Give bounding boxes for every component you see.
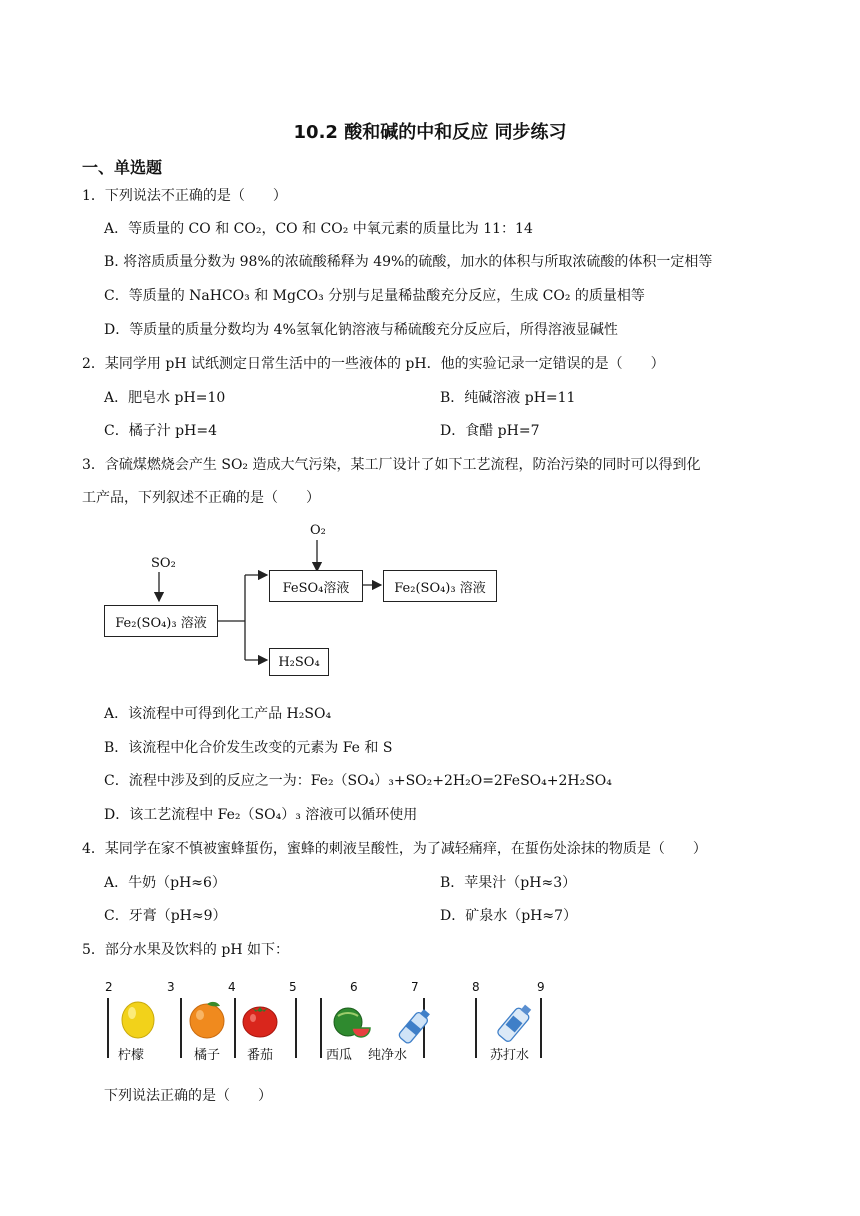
question-2-option-b: B．纯碱溶液 pH=11 [440,390,576,406]
feso4-box: FeSO₄溶液 [269,570,363,602]
o2-label: O₂ [310,523,326,538]
section-heading: 一、单选题 [82,158,163,177]
question-4-option-d: D．矿泉水（pH≈7） [440,908,578,924]
question-3-option-d: D．该工艺流程中 Fe₂（SO₄）₃ 溶液可以循环使用 [104,807,418,823]
question-3-stem-line1: 3．含硫煤燃烧会产生 SO₂ 造成大气污染，某工厂设计了如下工艺流程，防治污染的同时可以得到化 [82,457,701,473]
ph-line-2 [107,998,109,1058]
h2so4-box: H₂SO₄ [269,648,329,676]
page-title: 10.2 酸和碱的中和反应 同步练习 [293,122,567,143]
question-1-stem: 1．下列说法不正确的是（ ） [82,188,287,204]
question-3-option-b: B．该流程中化合价发生改变的元素为 Fe 和 S [104,740,393,756]
ph-tick-5: 5 [289,980,297,994]
ph-tick-8: 8 [472,980,480,994]
question-4-stem: 4．某同学在家不慎被蜜蜂蜇伤，蜜蜂的刺液呈酸性，为了减轻痛痒，在蜇伤处涂抹的物质是（ ） [82,841,707,857]
ph-line-9 [540,998,542,1058]
soda-bottle-icon [492,1000,536,1048]
question-4-option-a: A．牛奶（pH≈6） [104,875,226,891]
question-3-stem-line2: 工产品，下列叙述不正确的是（ ） [82,490,320,506]
question-1-option-d: D．等质量的质量分数均为 4%氢氧化钠溶液与稀硫酸充分反应后，所得溶液显碱性 [104,322,618,338]
question-1-option-a: A．等质量的 CO 和 CO₂，CO 和 CO₂ 中氧元素的质量比为 11：14 [104,221,533,237]
fe2so43-start-box: Fe₂(SO₄)₃ 溶液 [104,605,218,637]
ph-tick-9: 9 [537,980,545,994]
ph-line-5 [295,998,297,1058]
question-1-option-b: B. 将溶质质量分数为 98%的浓硫酸稀释为 49%的硫酸，加水的体积与所取浓硫酸的体积一定相等 [104,254,713,270]
watermelon-icon [330,1002,372,1042]
question-1-option-c: C．等质量的 NaHCO₃ 和 MgCO₃ 分别与足量稀盐酸充分反应，生成 CO₂ 的质量相等 [104,288,645,304]
fruit-label-lemon: 柠檬 [118,1048,145,1063]
ph-line-6 [320,998,322,1058]
question-2-stem: 2．某同学用 pH 试纸测定日常生活中的一些液体的 pH．他的实验记录一定错误的是（ ） [82,356,665,372]
ph-line-4 [234,998,236,1058]
ph-tick-4: 4 [228,980,236,994]
ph-tick-2: 2 [105,980,113,994]
ph-tick-3: 3 [167,980,175,994]
fe2so43-end-box: Fe₂(SO₄)₃ 溶液 [383,570,497,602]
tomato-icon [240,998,280,1040]
so2-label: SO₂ [151,556,176,571]
fruit-label-tomato: 番茄 [247,1048,274,1063]
ph-tick-7: 7 [411,980,419,994]
ph-line-8 [475,998,477,1058]
ph-line-3 [180,998,182,1058]
ph-tick-6: 6 [350,980,358,994]
lemon-icon [118,998,158,1040]
orange-icon [186,998,228,1040]
question-2-option-d: D．食醋 pH=7 [440,423,540,439]
fruit-label-watermelon: 西瓜 [326,1048,353,1063]
question-4-option-b: B．苹果汁（pH≈3） [440,875,577,891]
question-5-followup: 下列说法正确的是（ ） [104,1088,272,1104]
question-2-option-c: C．橘子汁 pH=4 [104,423,217,439]
question-4-option-c: C．牙膏（pH≈9） [104,908,227,924]
drink-label-purified-water: 纯净水 [368,1048,408,1063]
question-2-option-a: A．肥皂水 pH=10 [104,390,226,406]
drink-label-soda-water: 苏打水 [490,1048,530,1063]
fruit-label-orange: 橘子 [194,1048,221,1063]
question-5-stem: 5．部分水果及饮料的 pH 如下： [82,942,289,958]
question-3-option-a: A．该流程中可得到化工产品 H₂SO₄ [104,706,332,722]
question-3-option-c: C．流程中涉及到的反应之一为：Fe₂（SO₄）₃+SO₂+2H₂O=2FeSO₄+2H₂SO₄ [104,773,612,789]
